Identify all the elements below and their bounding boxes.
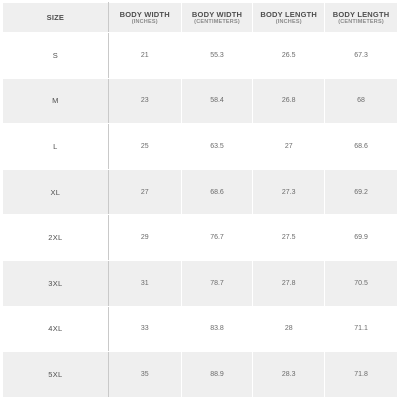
header-row: [3, 3, 398, 33]
header-label: BODY LENGTH: [260, 9, 318, 19]
body-width-cm-cell: 76.7: [181, 215, 253, 261]
body-width-inches-cell: 35: [108, 352, 181, 398]
header-unit: (INCHES): [275, 18, 302, 25]
body-width-inches-cell: 25: [108, 124, 181, 170]
header-body-length-inches: [253, 3, 325, 33]
size-cell: S: [3, 33, 109, 79]
header-label: BODY WIDTH: [119, 9, 170, 19]
table-row: [3, 33, 398, 79]
header-body-width-inches: [108, 3, 181, 33]
body-width-inches-cell: 21: [108, 33, 181, 79]
body-width-cm-cell: 63.5: [181, 124, 253, 170]
body-length-cm-cell: 69.9: [325, 215, 398, 261]
body-length-inches-cell: 27.5: [253, 215, 325, 261]
header-unit: (CENTIMETERS): [194, 18, 240, 25]
table-row: [3, 169, 398, 215]
table-row: [3, 78, 398, 124]
body-length-cm-cell: 67.3: [325, 33, 398, 79]
body-width-cm-cell: 58.4: [181, 78, 253, 124]
body-width-inches-cell: 23: [108, 78, 181, 124]
size-cell: 4XL: [3, 306, 109, 352]
header-label: SIZE: [46, 13, 65, 22]
header-body-width-centimeters: [181, 3, 253, 33]
body-width-cm-cell: 78.7: [181, 260, 253, 306]
size-cell: L: [3, 124, 109, 170]
header-label: BODY WIDTH: [191, 9, 243, 19]
body-width-inches-cell: 33: [108, 306, 181, 352]
body-length-cm-cell: 68.6: [325, 124, 398, 170]
body-length-inches-cell: 28: [253, 306, 325, 352]
body-width-cm-cell: 83.8: [181, 306, 253, 352]
body-width-inches-cell: 27: [108, 169, 181, 215]
header-size: [3, 3, 109, 33]
body-length-inches-cell: 27.8: [253, 260, 325, 306]
size-cell: 2XL: [3, 215, 109, 261]
header-body-length-centimeters: [325, 3, 398, 33]
size-cell: 5XL: [3, 352, 109, 398]
size-cell: M: [3, 78, 109, 124]
body-length-cm-cell: 71.8: [325, 352, 398, 398]
size-chart-table: [2, 2, 398, 398]
header-unit: (INCHES): [131, 18, 158, 25]
table-row: [3, 352, 398, 398]
body-length-inches-cell: 26.5: [253, 33, 325, 79]
body-length-inches-cell: 27: [253, 124, 325, 170]
body-width-cm-cell: 68.6: [181, 169, 253, 215]
body-width-inches-cell: 29: [108, 215, 181, 261]
body-length-inches-cell: 27.3: [253, 169, 325, 215]
body-length-cm-cell: 71.1: [325, 306, 398, 352]
body-width-cm-cell: 88.9: [181, 352, 253, 398]
body-length-inches-cell: 28.3: [253, 352, 325, 398]
header-unit: (CENTIMETERS): [338, 18, 384, 25]
body-length-cm-cell: 69.2: [325, 169, 398, 215]
size-cell: 3XL: [3, 260, 109, 306]
body-length-inches-cell: 26.8: [253, 78, 325, 124]
table-row: [3, 215, 398, 261]
size-rows: [3, 33, 398, 398]
body-length-cm-cell: 70.5: [325, 260, 398, 306]
body-length-cm-cell: 68: [325, 78, 398, 124]
table-row: [3, 124, 398, 170]
size-cell: XL: [3, 169, 109, 215]
header-label: BODY LENGTH: [332, 9, 390, 19]
table-row: [3, 260, 398, 306]
body-width-inches-cell: 31: [108, 260, 181, 306]
body-width-cm-cell: 55.3: [181, 33, 253, 79]
table-row: [3, 306, 398, 352]
